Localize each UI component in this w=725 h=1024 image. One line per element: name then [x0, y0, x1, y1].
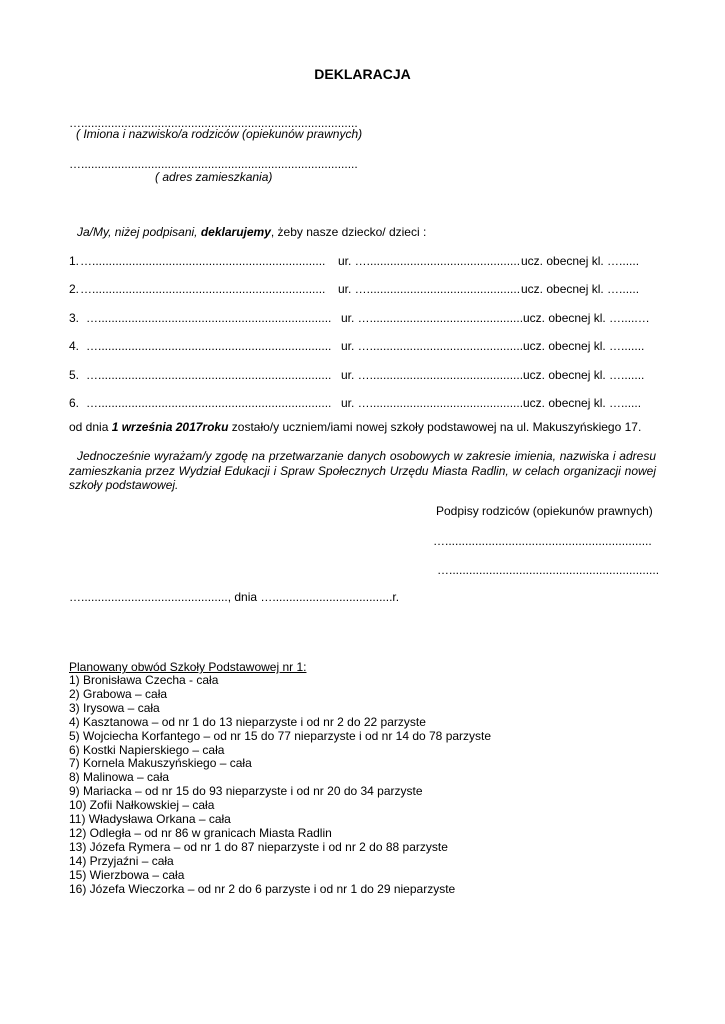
district-item: 16) Józefa Wieczorka – od nr 2 do 6 parzyste i od nr 1 do 29 nieparzyste: [69, 882, 456, 896]
child-number: 2.: [69, 282, 80, 296]
child-name-field[interactable]: …......................................................................: [86, 396, 332, 410]
consent-paragraph: Jednocześnie wyrażam/y zgodę na przetwarzanie danych osobowych w zakresie imienia, nazwiska i adresu zamieszkania przez Wydział Edukacji i Spraw Społecznych Urzędu Miasta Radlin, w celach organizacji nowej szkoły podstawowej.: [69, 449, 656, 492]
parent-names-field[interactable]: …...................................................................................: [69, 116, 358, 130]
district-item: 2) Grabowa – cała: [69, 687, 168, 701]
declaration-line: [77, 225, 426, 239]
district-item: 13) Józefa Rymera – od nr 1 do 87 nieparzyste i od nr 2 do 88 parzyste: [69, 840, 448, 854]
child-birthdate-field[interactable]: ur. …..............................................: [338, 254, 521, 268]
child-number: 4.: [69, 339, 80, 353]
address-field[interactable]: …...................................................................................: [69, 157, 358, 171]
district-item: 7) Kornela Makuszyńskiego – cała: [69, 756, 252, 770]
district-item: 14) Przyjaźni – cała: [69, 854, 174, 868]
district-item: 12) Odległa – od nr 86 w granicach Miasta Radlin: [69, 826, 332, 840]
address-caption: ( adres zamieszkania): [155, 170, 273, 184]
district-heading: Planowany obwód Szkoły Podstawowej nr 1:: [69, 660, 307, 674]
declaration-prefix: Ja/My, niżej podpisani,: [77, 225, 201, 239]
child-class-field[interactable]: ucz. obecnej kl. ….......: [523, 368, 645, 382]
signature-line-1[interactable]: …..............................................................: [433, 534, 652, 548]
from-date-prefix: od dnia: [69, 420, 112, 434]
district-item: 5) Wojciecha Korfantego – od nr 15 do 77 nieparzyste i od nr 14 do 78 parzyste: [69, 729, 492, 743]
child-birthdate-field[interactable]: ur. …..............................................: [341, 339, 524, 353]
document-title: DEKLARACJA: [314, 66, 411, 82]
district-item: 10) Zofii Nałkowskiej – cała: [69, 798, 215, 812]
child-class-field[interactable]: ucz. obecnej kl. ….....…: [523, 311, 650, 325]
signature-line-2[interactable]: …...............................................................: [437, 563, 660, 577]
child-name-field[interactable]: …......................................................................: [80, 282, 326, 296]
child-name-field[interactable]: …......................................................................: [80, 254, 326, 268]
district-item: 3) Irysowa – cała: [69, 701, 160, 715]
declaration-bold: deklarujemy: [200, 225, 271, 239]
from-date-line: [69, 420, 641, 434]
child-number: 5.: [69, 368, 80, 382]
child-birthdate-field[interactable]: ur. …..............................................: [338, 282, 521, 296]
child-class-field[interactable]: ucz. obecnej kl. …......: [521, 254, 640, 268]
child-name-field[interactable]: …......................................................................: [86, 368, 332, 382]
date-field[interactable]: , dnia …....................................r.: [227, 590, 400, 604]
child-number: 3.: [69, 311, 80, 325]
from-date-date: 1 września 2017roku: [111, 420, 229, 434]
child-birthdate-field[interactable]: ur. …..............................................: [341, 311, 524, 325]
place-date-line: [69, 590, 399, 604]
child-birthdate-field[interactable]: ur. …..............................................: [341, 396, 524, 410]
from-date-suffix: zostało/y uczniem/iami nowej szkoły podstawowej na ul. Makuszyńskiego 17.: [228, 420, 642, 434]
district-item: 9) Mariacka – od nr 15 do 93 nieparzyste i od nr 20 do 34 parzyste: [69, 784, 423, 798]
district-item: 6) Kostki Napierskiego – cała: [69, 743, 225, 757]
child-name-field[interactable]: …......................................................................: [86, 339, 332, 353]
child-number: 6.: [69, 396, 80, 410]
child-class-field[interactable]: ucz. obecnej kl. ….......: [523, 339, 645, 353]
district-item: 4) Kasztanowa – od nr 1 do 13 nieparzyste i od nr 2 do 22 parzyste: [69, 715, 426, 729]
child-number: 1.: [69, 254, 80, 268]
place-field[interactable]: …............................................: [69, 590, 228, 604]
child-name-field[interactable]: …......................................................................: [86, 311, 332, 325]
district-item: 1) Bronisława Czecha - cała: [69, 673, 219, 687]
child-birthdate-field[interactable]: ur. …..............................................: [341, 368, 524, 382]
district-item: 11) Władysława Orkana – cała: [69, 812, 231, 826]
child-class-field[interactable]: ucz. obecnej kl. …......: [523, 396, 642, 410]
declaration-suffix: , żeby nasze dziecko/ dzieci :: [270, 225, 427, 239]
district-item: 8) Malinowa – cała: [69, 770, 170, 784]
child-class-field[interactable]: ucz. obecnej kl. …......: [521, 282, 640, 296]
signatures-label: Podpisy rodziców (opiekunów prawnych): [436, 504, 653, 518]
parent-names-caption: ( Imiona i nazwisko/a rodziców (opiekunów prawnych): [76, 127, 363, 141]
district-item: 15) Wierzbowa – cała: [69, 868, 185, 882]
